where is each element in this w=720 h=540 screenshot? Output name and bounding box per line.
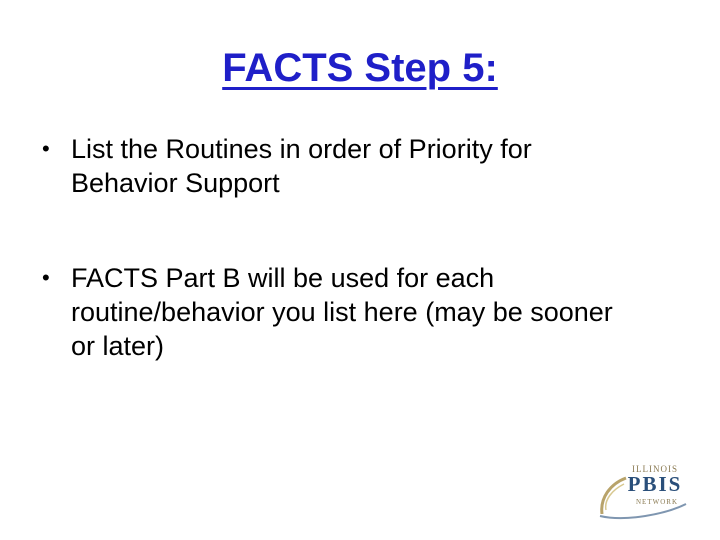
bullet-marker: • — [42, 136, 50, 161]
illinois-pbis-network-logo — [596, 464, 692, 520]
logo-top-text: ILLINOIS — [632, 464, 678, 474]
bullet-list — [42, 132, 642, 363]
bullet-text: List the Routines in order of Priority for Behavior Support — [71, 134, 532, 198]
bullet-item — [42, 261, 642, 363]
bullet-item — [42, 132, 642, 200]
logo-bottom-text: NETWORK — [636, 498, 678, 506]
slide-title: FACTS Step 5: — [222, 46, 498, 90]
bullet-marker: • — [42, 265, 50, 290]
logo-middle-text: PBIS — [627, 472, 683, 496]
bullet-text: FACTS Part B will be used for each routine/behavior you list here (may be sooner or later) — [71, 263, 613, 361]
